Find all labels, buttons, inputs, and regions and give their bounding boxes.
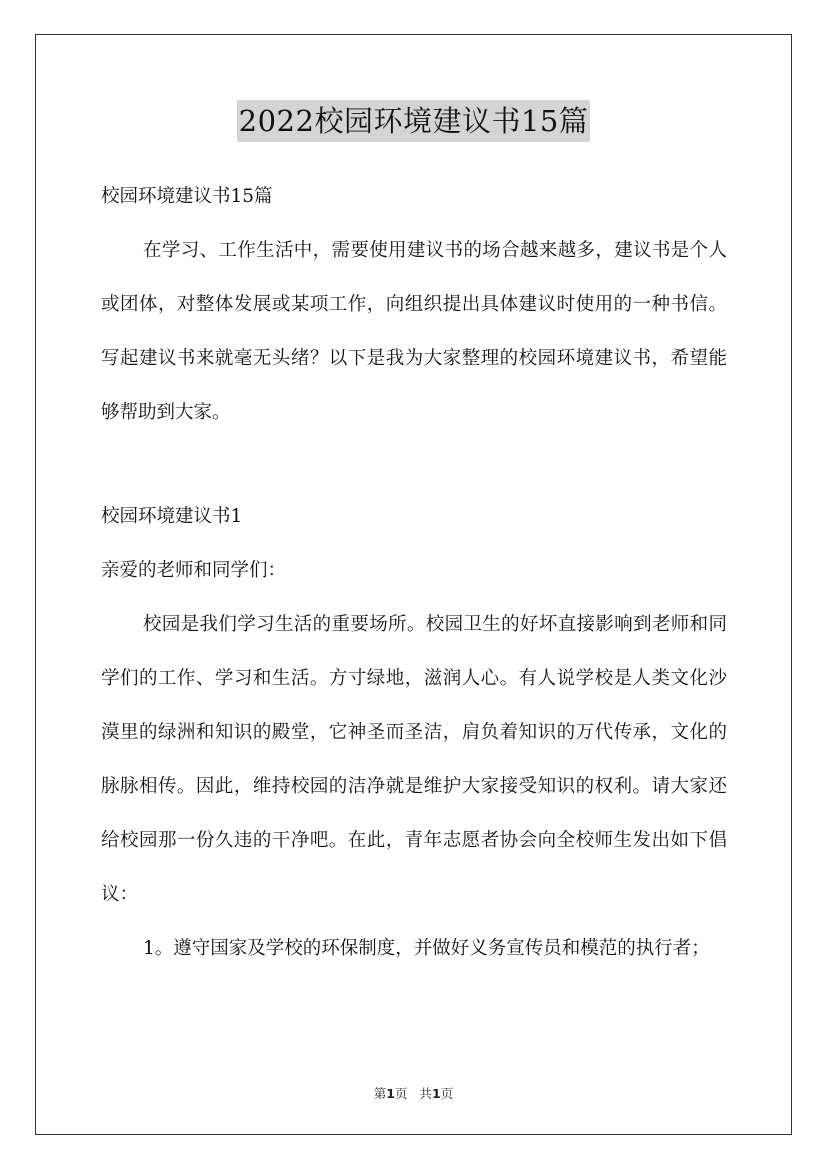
salutation: 亲爱的老师和同学们： xyxy=(101,560,287,581)
list-item-1: 1。遵守国家及学校的环保制度，并做好义务宣传员和模范的执行者； xyxy=(143,938,710,959)
intro-paragraph: 在学习、工作生活中，需要使用建议书的场合越来越多，建议书是个人或团体，对整体发展或某项工作，向组织提出具体建议时使用的一种书信。写起建议书来就毫无头绪？以下是我为大家整理的校园环境建议书，希望能够帮助到大家。 xyxy=(101,240,727,423)
document-subtitle: 校园环境建议书15篇 xyxy=(101,186,273,207)
document-title-text: 2022校园环境建议书15篇 xyxy=(237,100,591,142)
document-body xyxy=(101,170,727,976)
document-title xyxy=(0,100,827,148)
footer-total-suffix: 页 xyxy=(440,1086,454,1101)
page-footer xyxy=(0,1084,827,1102)
paragraph-gap xyxy=(101,440,727,490)
footer-page-prefix: 第 xyxy=(373,1086,387,1101)
footer-page-current: 1 xyxy=(386,1086,395,1101)
footer-total-prefix: 共 xyxy=(419,1086,433,1101)
footer-page-mid: 页 xyxy=(394,1086,408,1101)
footer-page-total: 1 xyxy=(432,1086,441,1101)
section-heading: 校园环境建议书1 xyxy=(101,506,243,527)
body-paragraph: 校园是我们学习生活的重要场所。校园卫生的好坏直接影响到老师和同学们的工作、学习和生活。方寸绿地，滋润人心。有人说学校是人类文化沙漠里的绿洲和知识的殿堂，它神圣而圣洁，肩负着知识的万代传承，文化的脉脉相传。因此，维持校园的洁净就是维护大家接受知识的权利。请大家还给校园那一份久违的干净吧。在此，青年志愿者协会向全校师生发出如下倡议： xyxy=(101,614,727,905)
